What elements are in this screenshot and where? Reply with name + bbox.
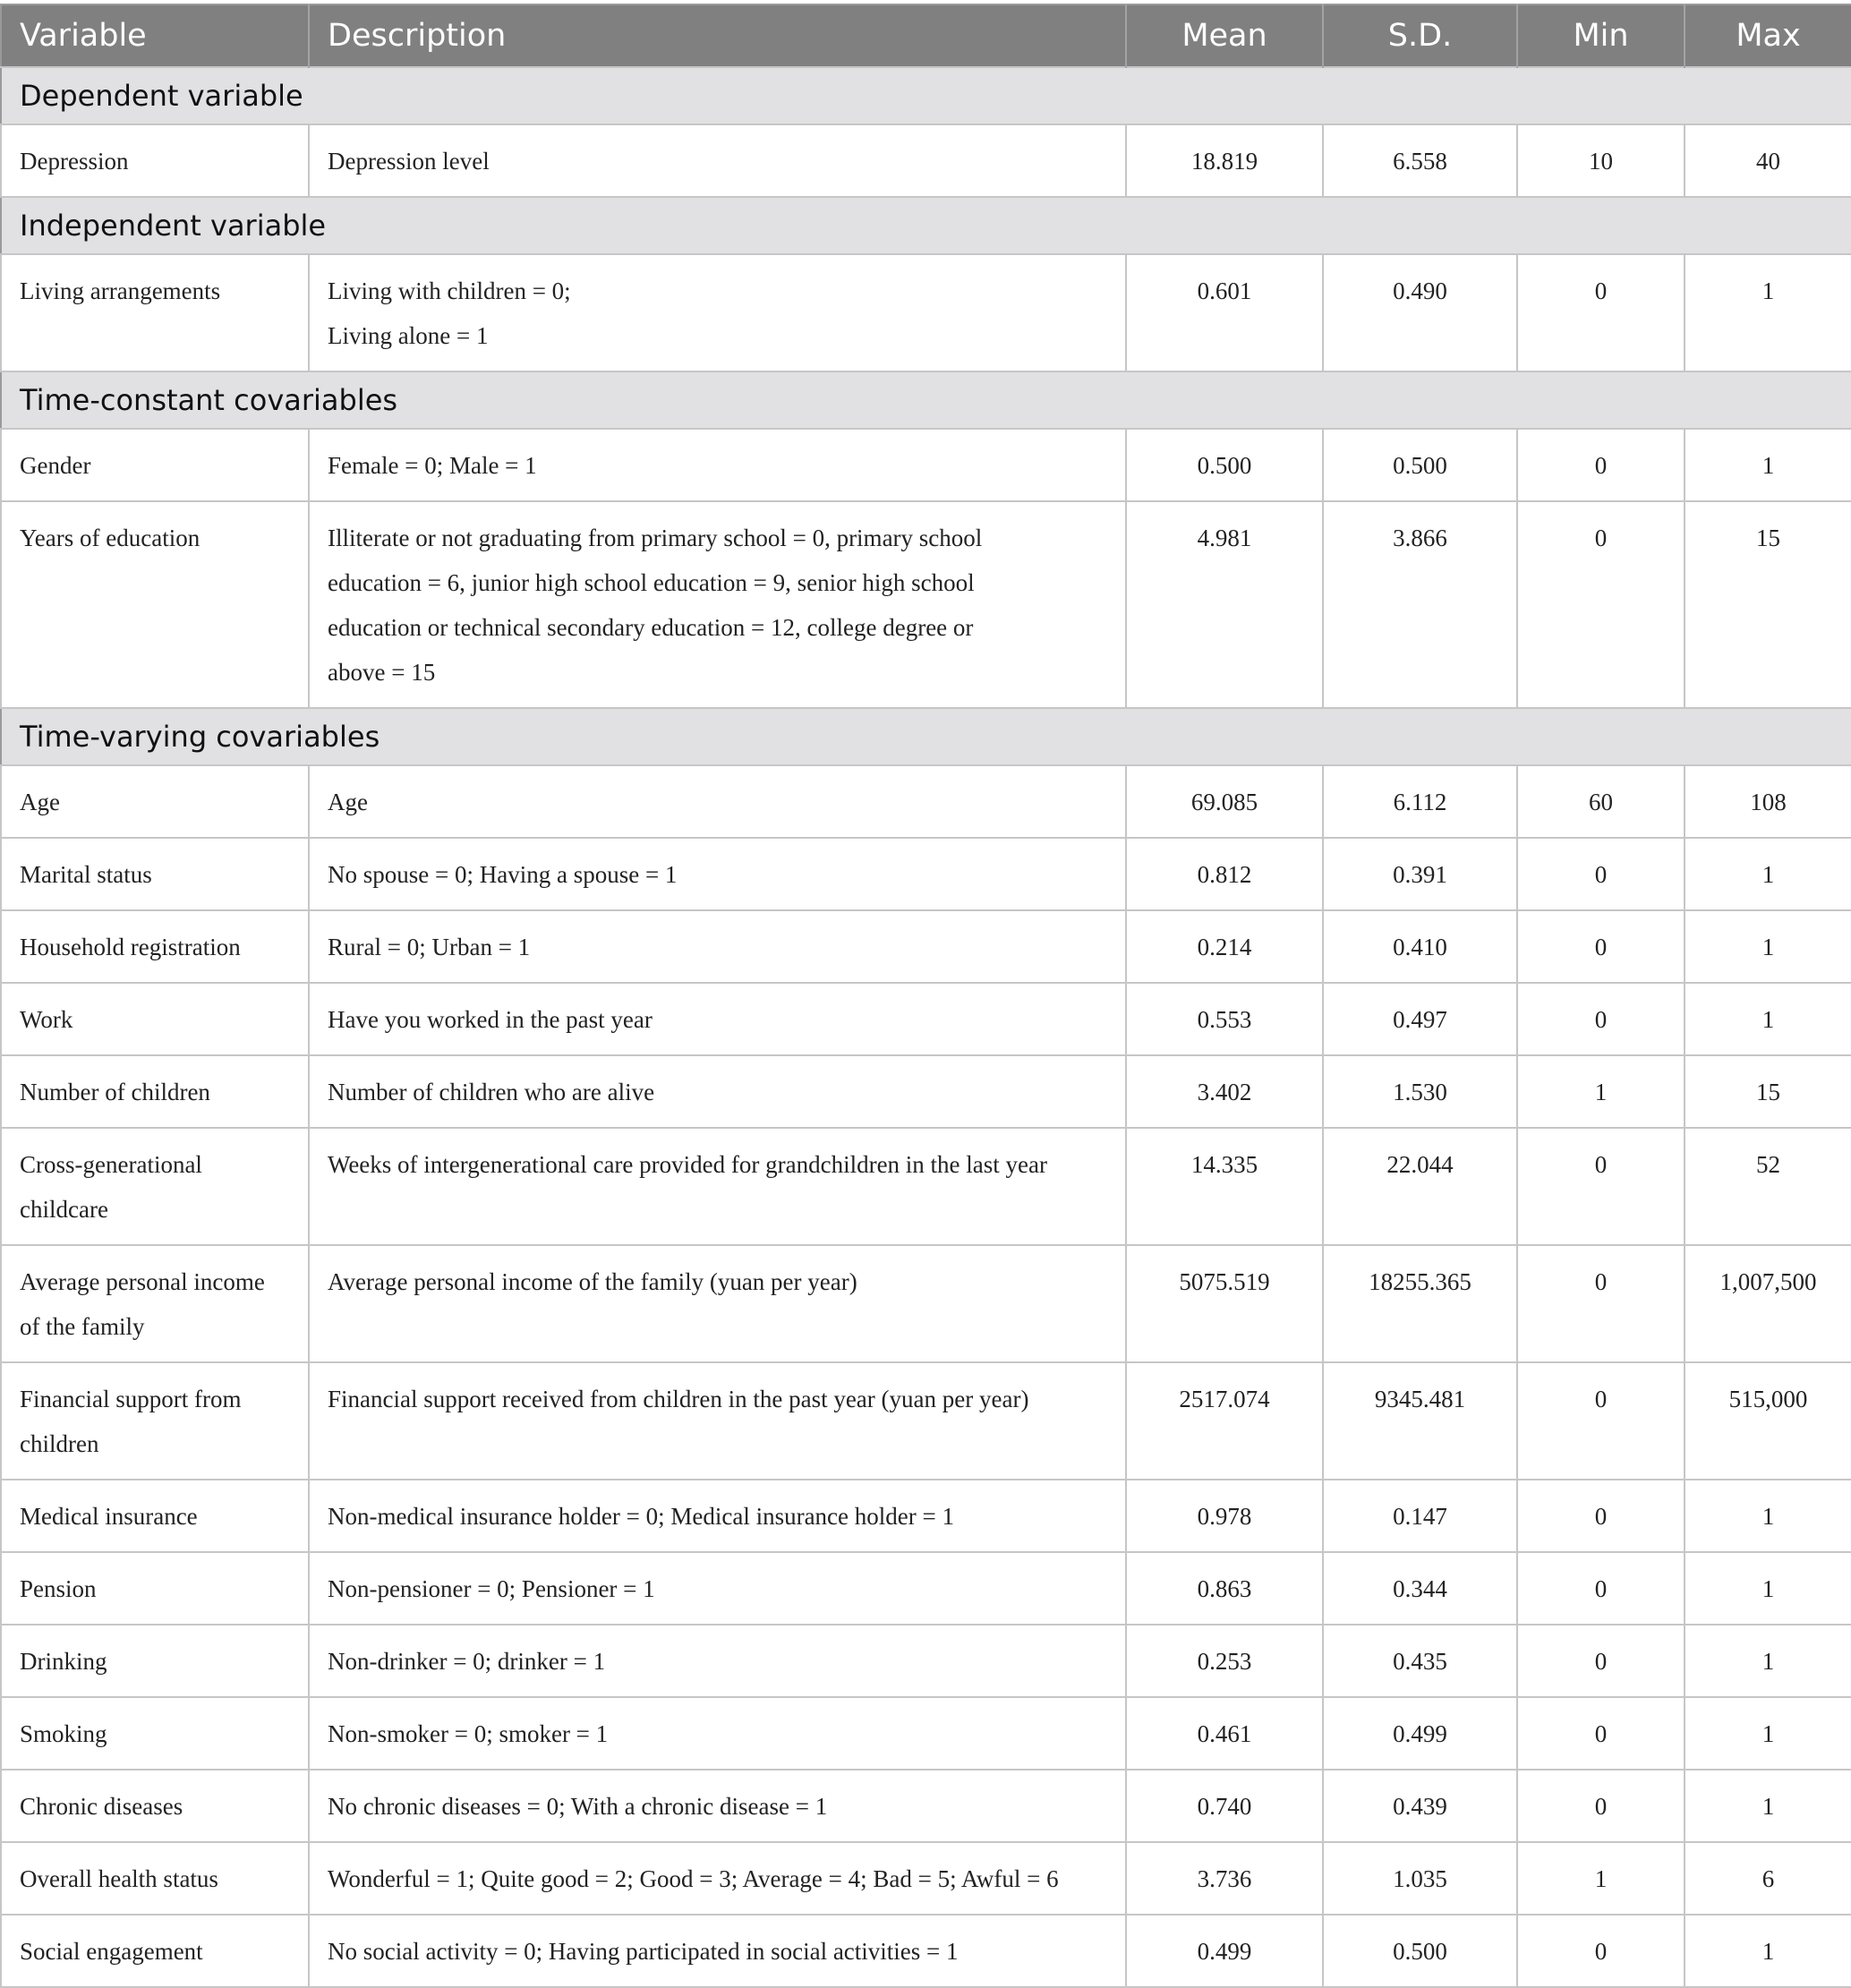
cell-max: 1 (1685, 1480, 1851, 1552)
table-row (1, 124, 1851, 197)
cell-mean: 0.461 (1126, 1697, 1323, 1770)
variable-line: children (20, 1430, 99, 1457)
table-row (1, 1480, 1851, 1552)
table-row (1, 254, 1851, 371)
section-row (1, 708, 1851, 765)
cell-min: 0 (1517, 1625, 1685, 1697)
cell-min: 0 (1517, 429, 1685, 501)
cell-mean: 0.740 (1126, 1770, 1323, 1842)
cell-sd: 0.490 (1323, 254, 1517, 371)
cell-variable: Overall health status (1, 1842, 309, 1915)
cell-description: Age (309, 765, 1126, 838)
cell-description: Depression level (309, 124, 1126, 197)
cell-min: 0 (1517, 1362, 1685, 1480)
cell-sd: 0.500 (1323, 429, 1517, 501)
cell-sd: 0.410 (1323, 910, 1517, 983)
cell-mean: 0.978 (1126, 1480, 1323, 1552)
header-row (1, 4, 1851, 67)
cell-min: 60 (1517, 765, 1685, 838)
cell-variable: Household registration (1, 910, 309, 983)
cell-description: Non-pensioner = 0; Pensioner = 1 (309, 1552, 1126, 1625)
cell-variable: Years of education (1, 501, 309, 708)
cell-description: Female = 0; Male = 1 (309, 429, 1126, 501)
variable-line: Cross-generational (20, 1151, 202, 1178)
cell-description: Average personal income of the family (yuan per year) (309, 1245, 1126, 1362)
table-row (1, 1697, 1851, 1770)
cell-min: 0 (1517, 1480, 1685, 1552)
variable-line: Average personal income (20, 1268, 265, 1295)
cell-min: 0 (1517, 1697, 1685, 1770)
section-title: Dependent variable (1, 67, 1851, 124)
cell-max: 1 (1685, 1625, 1851, 1697)
cell-description (309, 254, 1126, 371)
table-row (1, 1915, 1851, 1987)
cell-sd: 0.147 (1323, 1480, 1517, 1552)
cell-description: Weeks of intergenerational care provided for grandchildren in the last year (309, 1128, 1126, 1245)
cell-mean: 0.812 (1126, 838, 1323, 910)
cell-variable: Depression (1, 124, 309, 197)
cell-sd: 0.439 (1323, 1770, 1517, 1842)
table-row (1, 838, 1851, 910)
cell-max: 515,000 (1685, 1362, 1851, 1480)
cell-min: 1 (1517, 1055, 1685, 1128)
cell-max: 15 (1685, 1055, 1851, 1128)
cell-variable: Age (1, 765, 309, 838)
cell-description: Wonderful = 1; Quite good = 2; Good = 3; Average = 4; Bad = 5; Awful = 6 (309, 1842, 1126, 1915)
cell-mean: 3.402 (1126, 1055, 1323, 1128)
cell-sd: 0.500 (1323, 1915, 1517, 1987)
cell-min: 0 (1517, 501, 1685, 708)
cell-mean: 0.214 (1126, 910, 1323, 983)
cell-mean: 0.500 (1126, 429, 1323, 501)
description-line: education = 6, junior high school education = 9, senior high school (328, 569, 975, 596)
cell-description: Have you worked in the past year (309, 983, 1126, 1055)
cell-description: No social activity = 0; Having participated in social activities = 1 (309, 1915, 1126, 1987)
table-row (1, 910, 1851, 983)
header-mean: Mean (1126, 4, 1323, 67)
cell-sd: 1.035 (1323, 1842, 1517, 1915)
cell-description: Financial support received from children in the past year (yuan per year) (309, 1362, 1126, 1480)
section-title: Independent variable (1, 197, 1851, 254)
table-row (1, 1842, 1851, 1915)
cell-variable (1, 1362, 309, 1480)
section-title: Time-varying covariables (1, 708, 1851, 765)
cell-max: 1 (1685, 254, 1851, 371)
cell-max: 108 (1685, 765, 1851, 838)
cell-variable: Living arrangements (1, 254, 309, 371)
cell-sd: 18255.365 (1323, 1245, 1517, 1362)
variable-line: childcare (20, 1196, 108, 1223)
cell-max: 40 (1685, 124, 1851, 197)
cell-sd: 22.044 (1323, 1128, 1517, 1245)
cell-min: 0 (1517, 1770, 1685, 1842)
table-row (1, 983, 1851, 1055)
table-row (1, 1128, 1851, 1245)
cell-variable (1, 1128, 309, 1245)
cell-description: No chronic diseases = 0; With a chronic disease = 1 (309, 1770, 1126, 1842)
cell-mean: 5075.519 (1126, 1245, 1323, 1362)
cell-max: 15 (1685, 501, 1851, 708)
cell-mean: 0.863 (1126, 1552, 1323, 1625)
cell-min: 0 (1517, 1245, 1685, 1362)
cell-mean: 0.553 (1126, 983, 1323, 1055)
cell-variable: Gender (1, 429, 309, 501)
cell-mean: 0.253 (1126, 1625, 1323, 1697)
cell-description: Non-drinker = 0; drinker = 1 (309, 1625, 1126, 1697)
descriptive-statistics-table (0, 4, 1851, 1988)
cell-max: 52 (1685, 1128, 1851, 1245)
table-row (1, 1055, 1851, 1128)
cell-variable: Drinking (1, 1625, 309, 1697)
table-row (1, 1552, 1851, 1625)
cell-mean: 3.736 (1126, 1842, 1323, 1915)
cell-mean: 0.499 (1126, 1915, 1323, 1987)
cell-sd: 9345.481 (1323, 1362, 1517, 1480)
header-min: Min (1517, 4, 1685, 67)
section-row (1, 197, 1851, 254)
cell-variable: Number of children (1, 1055, 309, 1128)
cell-max: 1 (1685, 1552, 1851, 1625)
cell-description: No spouse = 0; Having a spouse = 1 (309, 838, 1126, 910)
cell-sd: 0.391 (1323, 838, 1517, 910)
cell-description: Number of children who are alive (309, 1055, 1126, 1128)
cell-min: 0 (1517, 1552, 1685, 1625)
cell-mean: 4.981 (1126, 501, 1323, 708)
cell-min: 0 (1517, 1128, 1685, 1245)
cell-variable (1, 1245, 309, 1362)
description-line: Living alone = 1 (328, 322, 489, 349)
section-title: Time-constant covariables (1, 371, 1851, 429)
cell-variable: Social engagement (1, 1915, 309, 1987)
cell-description: Rural = 0; Urban = 1 (309, 910, 1126, 983)
cell-description: Non-medical insurance holder = 0; Medical insurance holder = 1 (309, 1480, 1126, 1552)
cell-variable: Work (1, 983, 309, 1055)
description-line: education or technical secondary education = 12, college degree or (328, 614, 974, 641)
cell-sd: 1.530 (1323, 1055, 1517, 1128)
variable-line: Financial support from (20, 1386, 242, 1412)
table-row (1, 1770, 1851, 1842)
header-max: Max (1685, 4, 1851, 67)
cell-mean: 69.085 (1126, 765, 1323, 838)
cell-max: 6 (1685, 1842, 1851, 1915)
cell-max: 1 (1685, 1770, 1851, 1842)
header-variable: Variable (1, 4, 309, 67)
cell-variable: Marital status (1, 838, 309, 910)
table-row (1, 1625, 1851, 1697)
cell-min: 0 (1517, 1915, 1685, 1987)
cell-min: 0 (1517, 254, 1685, 371)
cell-mean: 18.819 (1126, 124, 1323, 197)
cell-variable: Smoking (1, 1697, 309, 1770)
cell-sd: 0.497 (1323, 983, 1517, 1055)
cell-min: 0 (1517, 910, 1685, 983)
table-row (1, 1245, 1851, 1362)
cell-sd: 3.866 (1323, 501, 1517, 708)
cell-min: 10 (1517, 124, 1685, 197)
cell-sd: 0.499 (1323, 1697, 1517, 1770)
table-row (1, 501, 1851, 708)
cell-max: 1 (1685, 429, 1851, 501)
description-line: Living with children = 0; (328, 277, 571, 304)
table-row (1, 765, 1851, 838)
cell-sd: 0.435 (1323, 1625, 1517, 1697)
cell-max: 1 (1685, 838, 1851, 910)
table-row (1, 429, 1851, 501)
table-row (1, 1362, 1851, 1480)
cell-variable: Pension (1, 1552, 309, 1625)
cell-mean: 0.601 (1126, 254, 1323, 371)
cell-sd: 0.344 (1323, 1552, 1517, 1625)
cell-variable: Chronic diseases (1, 1770, 309, 1842)
cell-min: 1 (1517, 1842, 1685, 1915)
cell-sd: 6.558 (1323, 124, 1517, 197)
header-sd: S.D. (1323, 4, 1517, 67)
cell-min: 0 (1517, 838, 1685, 910)
cell-mean: 14.335 (1126, 1128, 1323, 1245)
description-line: Illiterate or not graduating from primary school = 0, primary school (328, 525, 983, 551)
section-row (1, 67, 1851, 124)
cell-variable: Medical insurance (1, 1480, 309, 1552)
cell-min: 0 (1517, 983, 1685, 1055)
cell-max: 1 (1685, 910, 1851, 983)
cell-mean: 2517.074 (1126, 1362, 1323, 1480)
description-line: above = 15 (328, 659, 436, 686)
cell-max: 1 (1685, 1697, 1851, 1770)
cell-max: 1,007,500 (1685, 1245, 1851, 1362)
cell-description (309, 501, 1126, 708)
variable-line: of the family (20, 1313, 145, 1340)
header-description: Description (309, 4, 1126, 67)
cell-description: Non-smoker = 0; smoker = 1 (309, 1697, 1126, 1770)
cell-max: 1 (1685, 1915, 1851, 1987)
cell-sd: 6.112 (1323, 765, 1517, 838)
cell-max: 1 (1685, 983, 1851, 1055)
section-row (1, 371, 1851, 429)
